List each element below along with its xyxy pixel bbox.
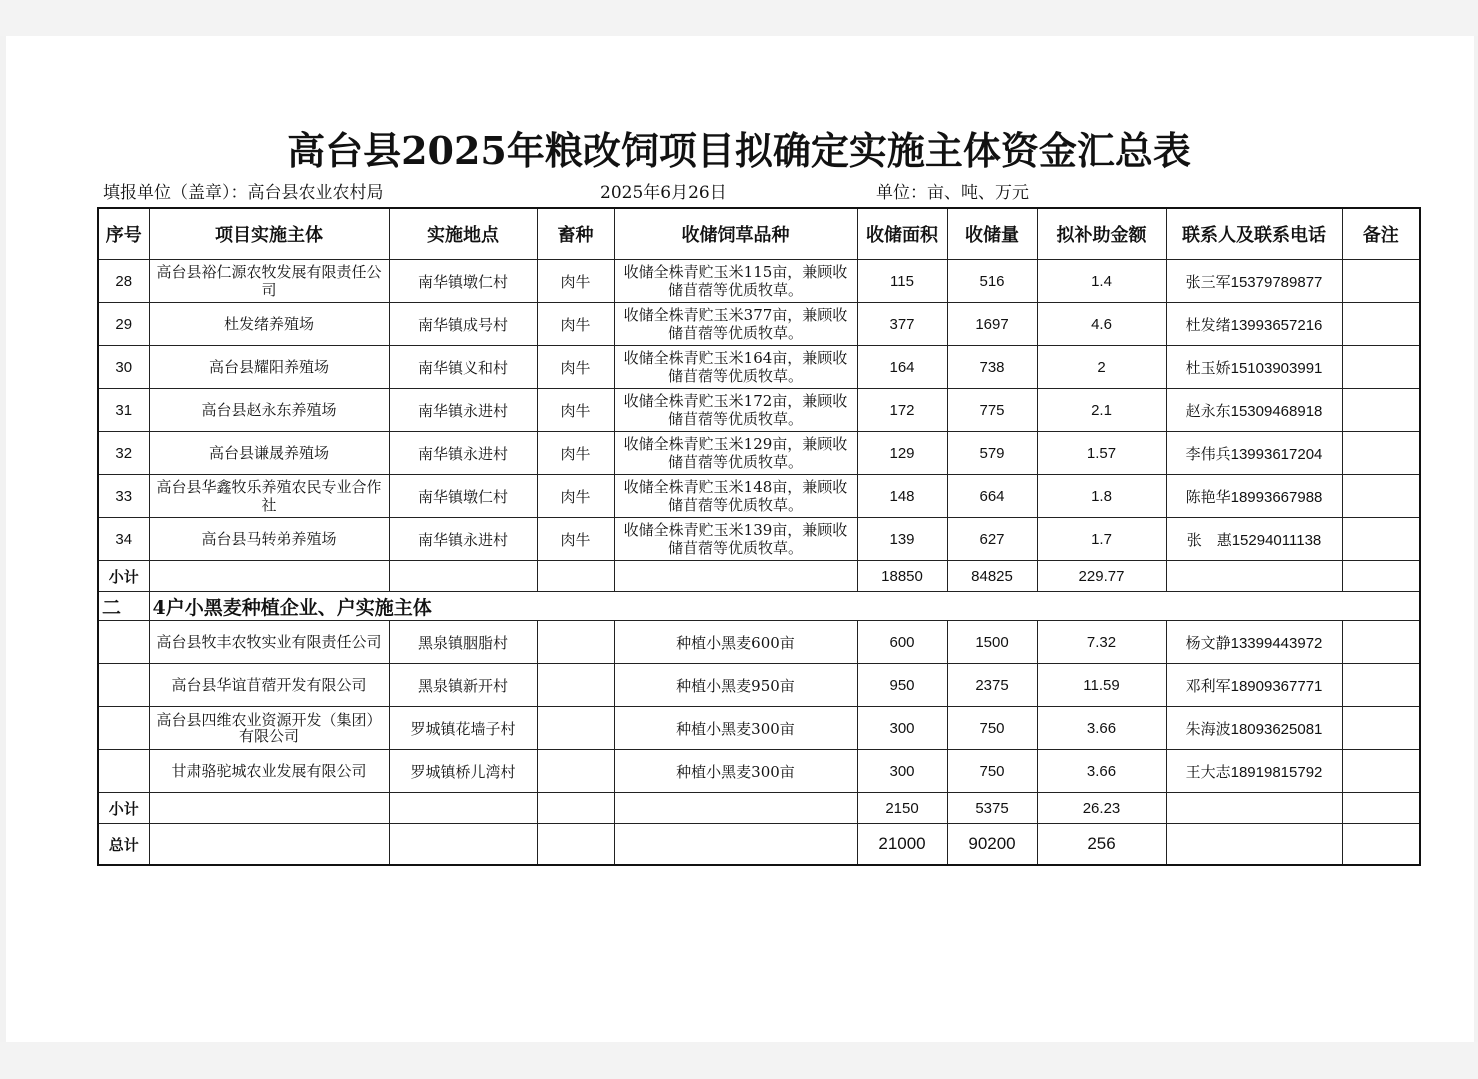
row-animal: 肉牛 [537, 389, 614, 432]
table-row [98, 750, 1420, 793]
row-no: 34 [98, 518, 149, 561]
subtotal-row [98, 561, 1420, 592]
table-row [98, 518, 1420, 561]
section-no: 二 [98, 592, 149, 621]
col-header-entity: 项目实施主体 [149, 208, 389, 260]
row-place: 罗城镇花墙子村 [389, 707, 537, 750]
row-remarks [1342, 389, 1420, 432]
row-entity: 高台县牧丰农牧实业有限责任公司 [149, 621, 389, 664]
summary-table [97, 207, 1421, 866]
row-subsidy: 11.59 [1037, 664, 1166, 707]
row-entity: 高台县马转弟养殖场 [149, 518, 389, 561]
row-entity: 高台县赵永东养殖场 [149, 389, 389, 432]
row-remarks [1342, 303, 1420, 346]
row-area: 377 [857, 303, 947, 346]
row-entity: 高台县华谊苜蓿开发有限公司 [149, 664, 389, 707]
row-place: 黑泉镇新开村 [389, 664, 537, 707]
table-row [98, 707, 1420, 750]
row-feed: 收储全株青贮玉米148亩，兼顾收储苜蓿等优质牧草。 [614, 475, 857, 518]
row-area: 950 [857, 664, 947, 707]
row-amount: 1697 [947, 303, 1037, 346]
row-remarks [1342, 260, 1420, 303]
row-animal: 肉牛 [537, 303, 614, 346]
col-header-no: 序号 [98, 208, 149, 260]
row-contact: 朱海波18093625081 [1166, 707, 1342, 750]
row-remarks [1342, 475, 1420, 518]
row-area: 164 [857, 346, 947, 389]
row-place: 南华镇墩仁村 [389, 260, 537, 303]
row-amount: 738 [947, 346, 1037, 389]
row-entity: 甘肃骆驼城农业发展有限公司 [149, 750, 389, 793]
row-contact: 张三军15379789877 [1166, 260, 1342, 303]
row-area: 600 [857, 621, 947, 664]
row-feed: 种植小黑麦600亩 [614, 621, 857, 664]
row-amount: 579 [947, 432, 1037, 475]
report-date: 2025年6月26日 [600, 183, 727, 203]
row-contact: 杜玉娇15103903991 [1166, 346, 1342, 389]
row-amount: 775 [947, 389, 1037, 432]
row-no: 29 [98, 303, 149, 346]
total-row [98, 824, 1420, 866]
bottom-band [0, 1042, 1478, 1079]
subtotal-area: 18850 [857, 561, 947, 592]
row-entity: 高台县华鑫牧乐养殖农民专业合作社 [149, 475, 389, 518]
table-row [98, 303, 1420, 346]
row-contact: 邓利军18909367771 [1166, 664, 1342, 707]
subtotal-subsidy: 26.23 [1037, 793, 1166, 824]
section-row [98, 592, 1420, 621]
row-amount: 664 [947, 475, 1037, 518]
row-place: 南华镇永进村 [389, 432, 537, 475]
col-header-amount: 收储量 [947, 208, 1037, 260]
row-no: 32 [98, 432, 149, 475]
row-entity: 高台县四维农业资源开发（集团）有限公司 [149, 707, 389, 750]
row-area: 300 [857, 750, 947, 793]
row-no: 28 [98, 260, 149, 303]
row-remarks [1342, 518, 1420, 561]
table-row [98, 346, 1420, 389]
row-feed: 收储全株青贮玉米172亩，兼顾收储苜蓿等优质牧草。 [614, 389, 857, 432]
top-band [0, 0, 1478, 36]
row-no: 33 [98, 475, 149, 518]
col-header-feed: 收储饲草品种 [614, 208, 857, 260]
row-amount: 750 [947, 707, 1037, 750]
row-feed: 种植小黑麦300亩 [614, 750, 857, 793]
row-animal: 肉牛 [537, 260, 614, 303]
section-title: 4户小黑麦种植企业、户实施主体 [149, 592, 1420, 621]
col-header-animal: 畜种 [537, 208, 614, 260]
subtotal-row [98, 793, 1420, 824]
total-amount: 90200 [947, 824, 1037, 866]
header-row [98, 208, 1420, 260]
row-place: 南华镇成号村 [389, 303, 537, 346]
row-feed: 收储全株青贮玉米115亩，兼顾收储苜蓿等优质牧草。 [614, 260, 857, 303]
row-subsidy: 1.7 [1037, 518, 1166, 561]
row-entity: 高台县谦晟养殖场 [149, 432, 389, 475]
row-place: 黑泉镇胭脂村 [389, 621, 537, 664]
col-header-place: 实施地点 [389, 208, 537, 260]
row-place: 南华镇永进村 [389, 389, 537, 432]
table-row [98, 432, 1420, 475]
table-row [98, 475, 1420, 518]
subtotal-area: 2150 [857, 793, 947, 824]
row-feed: 种植小黑麦300亩 [614, 707, 857, 750]
row-subsidy: 1.4 [1037, 260, 1166, 303]
total-label: 总计 [98, 824, 149, 866]
row-feed: 收储全株青贮玉米129亩，兼顾收储苜蓿等优质牧草。 [614, 432, 857, 475]
col-header-subsidy: 拟补助金额 [1037, 208, 1166, 260]
row-feed: 收储全株青贮玉米377亩，兼顾收储苜蓿等优质牧草。 [614, 303, 857, 346]
row-contact: 陈艳华18993667988 [1166, 475, 1342, 518]
row-subsidy: 7.32 [1037, 621, 1166, 664]
row-remarks [1342, 346, 1420, 389]
row-contact: 王大志18919815792 [1166, 750, 1342, 793]
row-feed: 收储全株青贮玉米139亩，兼顾收储苜蓿等优质牧草。 [614, 518, 857, 561]
row-entity: 杜发绪养殖场 [149, 303, 389, 346]
row-subsidy: 2.1 [1037, 389, 1166, 432]
reporting-unit: 填报单位（盖章）：高台县农业农村局 [103, 183, 384, 203]
row-place: 南华镇义和村 [389, 346, 537, 389]
measurement-units: 单位：亩、吨、万元 [876, 183, 1029, 203]
row-subsidy: 1.8 [1037, 475, 1166, 518]
row-amount: 2375 [947, 664, 1037, 707]
row-area: 172 [857, 389, 947, 432]
row-animal: 肉牛 [537, 518, 614, 561]
row-contact: 杜发绪13993657216 [1166, 303, 1342, 346]
subtotal-label: 小计 [98, 561, 149, 592]
row-subsidy: 4.6 [1037, 303, 1166, 346]
row-amount: 1500 [947, 621, 1037, 664]
row-animal: 肉牛 [537, 346, 614, 389]
col-header-area: 收储面积 [857, 208, 947, 260]
row-place: 罗城镇桥儿湾村 [389, 750, 537, 793]
row-amount: 750 [947, 750, 1037, 793]
total-area: 21000 [857, 824, 947, 866]
row-no: 30 [98, 346, 149, 389]
col-header-remarks: 备注 [1342, 208, 1420, 260]
row-entity: 高台县裕仁源农牧发展有限责任公司 [149, 260, 389, 303]
row-area: 300 [857, 707, 947, 750]
row-remarks [1342, 432, 1420, 475]
subtotal-amount: 84825 [947, 561, 1037, 592]
subtotal-label: 小计 [98, 793, 149, 824]
total-subsidy: 256 [1037, 824, 1166, 866]
row-place: 南华镇墩仁村 [389, 475, 537, 518]
row-subsidy: 3.66 [1037, 750, 1166, 793]
row-animal: 肉牛 [537, 475, 614, 518]
row-area: 148 [857, 475, 947, 518]
col-header-contact: 联系人及联系电话 [1166, 208, 1342, 260]
row-subsidy: 2 [1037, 346, 1166, 389]
row-feed: 收储全株青贮玉米164亩，兼顾收储苜蓿等优质牧草。 [614, 346, 857, 389]
row-area: 139 [857, 518, 947, 561]
row-contact: 杨文静13399443972 [1166, 621, 1342, 664]
row-contact: 李伟兵13993617204 [1166, 432, 1342, 475]
row-no: 31 [98, 389, 149, 432]
row-contact: 张 惠15294011138 [1166, 518, 1342, 561]
row-amount: 627 [947, 518, 1037, 561]
subtotal-amount: 5375 [947, 793, 1037, 824]
row-amount: 516 [947, 260, 1037, 303]
row-subsidy: 1.57 [1037, 432, 1166, 475]
row-area: 129 [857, 432, 947, 475]
row-entity: 高台县耀阳养殖场 [149, 346, 389, 389]
table-row [98, 389, 1420, 432]
row-contact: 赵永东15309468918 [1166, 389, 1342, 432]
row-place: 南华镇永进村 [389, 518, 537, 561]
row-area: 115 [857, 260, 947, 303]
table-row [98, 260, 1420, 303]
row-feed: 种植小黑麦950亩 [614, 664, 857, 707]
page-title: 高台县2025年粮改饲项目拟确定实施主体资金汇总表 [287, 128, 1191, 173]
row-subsidy: 3.66 [1037, 707, 1166, 750]
table-row [98, 621, 1420, 664]
subtotal-subsidy: 229.77 [1037, 561, 1166, 592]
table-row [98, 664, 1420, 707]
row-animal: 肉牛 [537, 432, 614, 475]
